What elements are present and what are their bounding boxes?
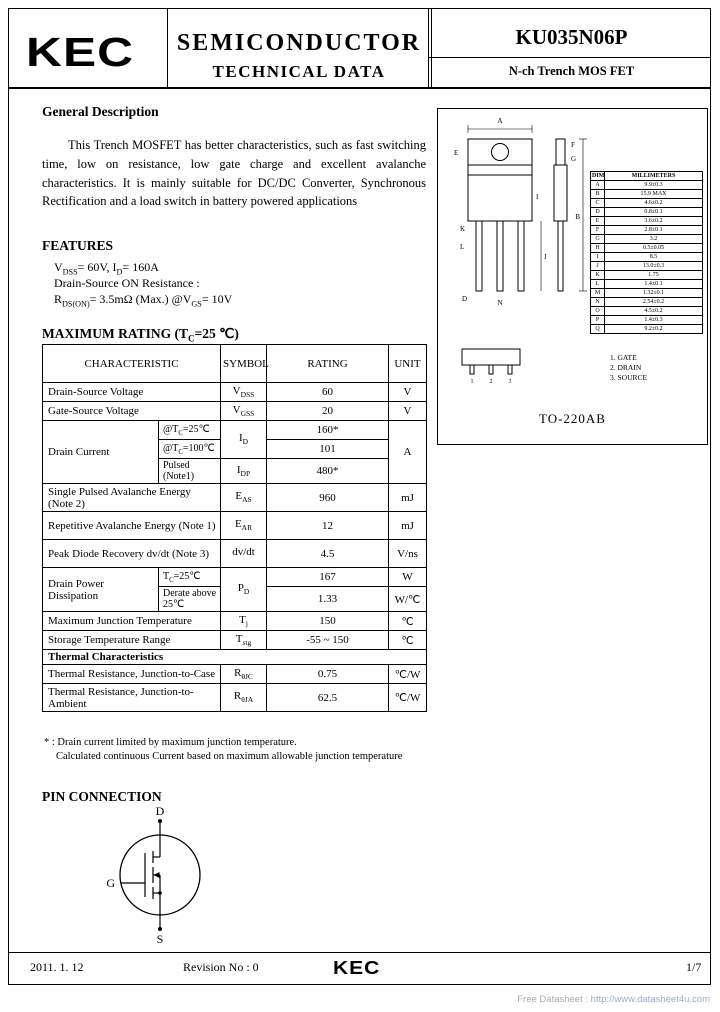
thermal-characteristics-header: Thermal Characteristics: [43, 650, 427, 665]
dim-value: 2.8±0.1: [605, 226, 703, 235]
gate-label: G: [106, 876, 115, 890]
dim-letter: F: [591, 226, 605, 235]
pin-name-2: 2. DRAIN: [610, 363, 642, 372]
dim-header-row: [591, 172, 703, 181]
dim-letter: I: [591, 253, 605, 262]
pd-derate-rating: 1.33: [267, 587, 389, 612]
dim-letter-i: I: [536, 193, 539, 201]
vdss-rating: 60: [267, 383, 389, 402]
watermark-url[interactable]: http://www.datasheet4u.com: [590, 994, 710, 1005]
dim-row: [591, 208, 703, 217]
id-rating-tc25: 160*: [267, 421, 389, 440]
dim-letter-e: E: [454, 149, 459, 157]
feature-3-text: R: [54, 292, 63, 306]
vgss-symbol: $V_{GSS}$: [221, 402, 267, 421]
mm-col-header: MILLIMETERS: [605, 172, 703, 181]
dim-letter: O: [591, 307, 605, 316]
dim-row: [591, 325, 703, 334]
package-outline-box: [437, 108, 708, 445]
dim-row: [591, 307, 703, 316]
face-pin-2: 2: [489, 379, 493, 385]
id-cond-tc25: $@T_C=25℃$: [159, 421, 221, 440]
vgss-unit: V: [389, 402, 427, 421]
dim-letter: M: [591, 289, 605, 298]
source-label: S: [156, 932, 164, 946]
row-rthja: [43, 684, 427, 712]
watermark: [400, 994, 710, 1005]
footnote-1: * : Drain current limited by maximum junction temperature.: [44, 737, 297, 748]
col-header-rating: RATING: [267, 345, 389, 383]
dim-value: 2.54±0.2: [605, 298, 703, 307]
rthja-symbol: $R_{\theta JA}$: [221, 684, 267, 712]
dim-value: 15.9 MAX: [605, 190, 703, 199]
pin-connection-title: PIN CONNECTION: [42, 789, 162, 804]
dvdt-label: Peak Diode Recovery dv/dt (Note 3): [43, 540, 221, 568]
id-symbol: $I_D$: [221, 421, 267, 459]
row-dvdt: [43, 540, 427, 568]
dim-row: [591, 262, 703, 271]
pin-name-list: [610, 353, 647, 383]
dim-value: 0.8±0.1: [605, 208, 703, 217]
vdss-label: Drain-Source Voltage: [43, 383, 221, 402]
doc-title: SEMICONDUCTOR: [176, 30, 422, 56]
vdss-unit: V: [389, 383, 427, 402]
dim-letter: L: [591, 280, 605, 289]
dim-row: [591, 298, 703, 307]
tj-rating: 150: [267, 612, 389, 631]
dim-row: [591, 199, 703, 208]
dim-row: [591, 181, 703, 190]
dim-letter-k: K: [460, 225, 466, 233]
maximum-rating-title: MAXIMUM RATING ($T_C=25$ ℃): [42, 326, 239, 344]
rthjc-rating: 0.75: [267, 665, 389, 684]
dim-value: 1.4±0.3: [605, 316, 703, 325]
footer-date: 2011. 1. 12: [30, 960, 84, 974]
footnote-2: Calculated continuous Current based on maximum allowable junction temperature: [56, 751, 403, 762]
row-thermal-header: [43, 650, 427, 665]
row-pd-tc25: [43, 568, 427, 587]
dim-row: [591, 271, 703, 280]
footer-rule: [8, 952, 711, 953]
pd-derate-unit: W/℃: [389, 587, 427, 612]
kec-logo: KEC: [26, 28, 135, 75]
dim-value: 1.32±0.1: [605, 289, 703, 298]
dim-row: [591, 280, 703, 289]
dim-letter-g: G: [571, 155, 577, 163]
part-number: KU035N06P: [515, 25, 628, 49]
dimension-table: [590, 171, 703, 334]
ear-rating: 12: [267, 512, 389, 540]
package-face-view: [462, 349, 520, 374]
dim-col-header: DIM: [592, 173, 605, 179]
rthja-unit: ℃/W: [389, 684, 427, 712]
row-vdss: [43, 383, 427, 402]
feature-line-1: $V_{DSS}= 60V$, $I_D= 160A$: [54, 260, 159, 277]
feature-1-text: V: [54, 260, 63, 274]
col-header-symbol: SYMBOL: [221, 345, 267, 383]
row-vgss: [43, 402, 427, 421]
general-description-body: This Trench MOSFET has better characteristics, such as fast switching time, low on resistance, low gate charge and excellent avalanche characteristics. It is mainly suitable for DC/DC Converter, Synchronous Rectification and a load switch in battery powered applications: [42, 138, 426, 209]
dim-value: 4.5±0.2: [605, 307, 703, 316]
dim-letter-d: D: [462, 295, 468, 303]
row-tstg: [43, 631, 427, 650]
feature-line-2: Drain-Source ON Resistance :: [54, 276, 200, 290]
eas-rating: 960: [267, 484, 389, 512]
watermark-prefix: Free Datasheet :: [517, 994, 591, 1005]
tj-label: Maximum Junction Temperature: [43, 612, 221, 631]
doc-subtitle: TECHNICAL DATA: [212, 62, 386, 81]
id-label: Drain Current: [43, 421, 159, 484]
rthja-rating: 62.5: [267, 684, 389, 712]
face-pin-numbers: [471, 379, 512, 385]
package-front-view: [468, 139, 532, 291]
pd-cond-tc25: $T_C=25℃$: [159, 568, 221, 587]
dim-row: [591, 289, 703, 298]
dim-row: [591, 190, 703, 199]
dimension-lines: [468, 125, 587, 291]
general-description-title: General Description: [42, 104, 159, 119]
dim-value: 3.2: [605, 235, 703, 244]
pd-symbol: $P_D$: [221, 568, 267, 612]
features-title: FEATURES: [42, 238, 114, 253]
dim-letter: P: [591, 316, 605, 325]
eas-symbol: $E_{AS}$: [221, 484, 267, 512]
dim-value: 0.5±0.05: [605, 244, 703, 253]
col-header-characteristic: CHARACTERISTIC: [43, 345, 221, 383]
row-ear: [43, 512, 427, 540]
dim-row: [591, 316, 703, 325]
dim-letter-a: A: [497, 117, 503, 125]
vgss-rating: 20: [267, 402, 389, 421]
dim-letter: A: [591, 181, 605, 190]
ear-symbol: $E_{AR}$: [221, 512, 267, 540]
tstg-label: Storage Temperature Range: [43, 631, 221, 650]
table-header-row: [43, 345, 427, 383]
vgss-label: Gate-Source Voltage: [43, 402, 221, 421]
dim-row: [591, 253, 703, 262]
id-rating-tc100: 101: [267, 440, 389, 459]
tstg-unit: ℃: [389, 631, 427, 650]
footer-page-number: 1/7: [686, 960, 702, 974]
dimension-letters: [454, 117, 580, 307]
mosfet-symbol: [75, 803, 255, 953]
pin-name-1: 1. GATE: [610, 353, 637, 362]
face-pin-3: 3: [508, 379, 512, 385]
dim-letter: D: [591, 208, 605, 217]
dim-letter-l: L: [460, 243, 465, 251]
dim-letter: J: [591, 262, 605, 271]
eas-unit: mJ: [389, 484, 427, 512]
package-side-view: [554, 139, 567, 291]
row-tj: [43, 612, 427, 631]
dim-value: 8.5: [605, 253, 703, 262]
col-header-unit: UNIT: [389, 345, 427, 383]
dim-value: 13.0±0.3: [605, 262, 703, 271]
footer-kec-logo: KEC: [333, 958, 381, 979]
pd-cond-derate: Derate above 25℃: [159, 587, 221, 612]
part-description: N-ch Trench MOS FET: [508, 64, 635, 78]
eas-label: Single Pulsed Avalanche Energy (Note 2): [43, 484, 221, 512]
dim-letter: N: [591, 298, 605, 307]
dim-letter-j: J: [544, 253, 547, 261]
dim-value: 9.2±0.2: [605, 325, 703, 334]
dvdt-unit: V/ns: [389, 540, 427, 568]
dvdt-rating: 4.5: [267, 540, 389, 568]
pin-name-3: 3. SOURCE: [610, 373, 648, 382]
ear-unit: mJ: [389, 512, 427, 540]
tj-unit: ℃: [389, 612, 427, 631]
maximum-rating-table: [42, 344, 427, 712]
row-id-tc25: [43, 421, 427, 440]
header-divider-1: [167, 8, 168, 88]
pd-unit: W: [389, 568, 427, 587]
dim-value: 4.6±0.2: [605, 199, 703, 208]
row-rthjc: [43, 665, 427, 684]
dim-letter: H: [591, 244, 605, 253]
feature-line-3: $R_{DS(ON)}= 3.5m\Omega$ (Max.) $@V_{GS}= 10V$: [54, 292, 233, 309]
part-number-underline: [428, 57, 711, 58]
idp-symbol: $I_{DP}$: [221, 459, 267, 484]
dim-row: [591, 235, 703, 244]
footer-revision: Revision No : 0: [183, 960, 259, 974]
face-pin-1: 1: [470, 379, 474, 385]
pd-rating: 167: [267, 568, 389, 587]
dim-value: 3.6±0.2: [605, 217, 703, 226]
package-name: TO-220AB: [539, 411, 606, 426]
id-unit: A: [389, 421, 427, 484]
tj-symbol: $T_j$: [221, 612, 267, 631]
rthjc-unit: ℃/W: [389, 665, 427, 684]
dim-letter-b: B: [575, 213, 580, 221]
rthjc-label: Thermal Resistance, Junction-to-Case: [43, 665, 221, 684]
dvdt-symbol: dv/dt: [221, 540, 267, 568]
dim-letter: E: [591, 217, 605, 226]
tstg-symbol: $T_{stg}$: [221, 631, 267, 650]
dim-letter-f: F: [571, 141, 575, 149]
rthja-label: Thermal Resistance, Junction-to-Ambient: [43, 684, 221, 712]
dim-letter: K: [591, 271, 605, 280]
dim-value: 9.9±0.3: [605, 181, 703, 190]
header-rule: [8, 87, 711, 89]
rthjc-symbol: $R_{\theta JC}$: [221, 665, 267, 684]
vdss-symbol: $V_{DSS}$: [221, 383, 267, 402]
dim-letter: C: [591, 199, 605, 208]
id-cond-tc100: $@T_C=100℃$: [159, 440, 221, 459]
dim-value: 1.75: [605, 271, 703, 280]
ear-label: Repetitive Avalanche Energy (Note 1): [43, 512, 221, 540]
idp-rating: 480*: [267, 459, 389, 484]
dim-letter-n: N: [497, 299, 503, 307]
dim-letter: Q: [591, 325, 605, 334]
dim-row: [591, 226, 703, 235]
dim-value: 1.4±0.1: [605, 280, 703, 289]
dim-letter: B: [591, 190, 605, 199]
row-eas: [43, 484, 427, 512]
drain-label: D: [155, 804, 165, 818]
dim-letter: G: [591, 235, 605, 244]
dim-row: [591, 244, 703, 253]
tstg-rating: -55 ~ 150: [267, 631, 389, 650]
pd-label: Drain Power Dissipation: [43, 568, 159, 612]
id-cond-pulsed: Pulsed (Note1): [159, 459, 221, 484]
dim-row: [591, 217, 703, 226]
